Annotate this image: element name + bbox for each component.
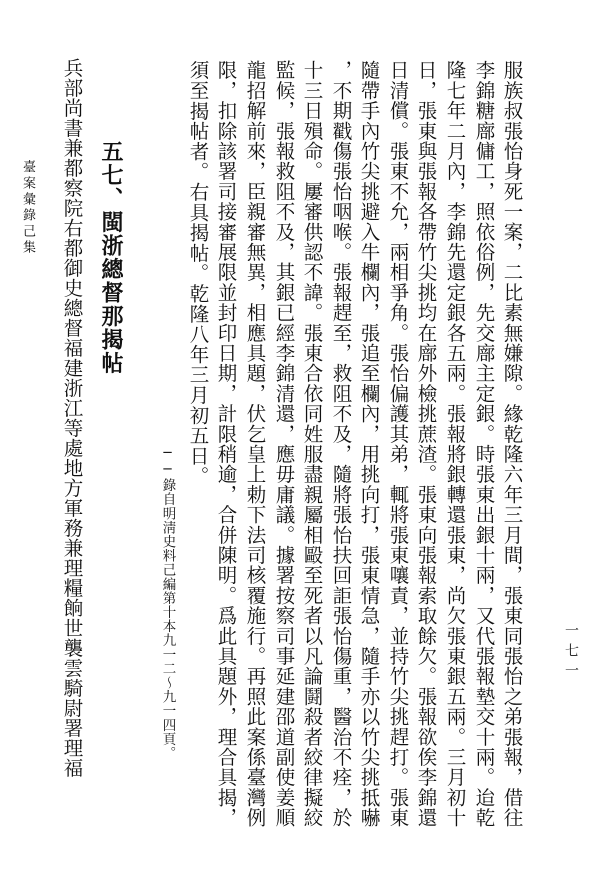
text-column-7: ，不期戳傷張怡咽喉。張報趕至，救阻不及，隨將張怡扶回詎張怡傷重，醫治不痊，於 bbox=[329, 60, 353, 828]
text-column-2: 李錦糖廍傭工，照依俗例，先交廍主定銀。時張東出銀十兩，又代張報墊交十兩。迨乾 bbox=[472, 60, 496, 828]
memorial-opening-line: 兵部尚書兼都察院右都御史總督福建浙江等處地方軍務兼理糧餉世襲雲騎尉署理福 bbox=[60, 58, 84, 778]
text-column-3: 隆七年二月內，李錦先還定銀各五兩。張報將銀轉還張東，尚欠張東銀五兩。三月初十 bbox=[443, 60, 467, 828]
source-citation: ──錄自明淸史料己編第十本九一二～九一四頁。 bbox=[159, 445, 176, 761]
text-column-1: 服族叔張怡身死一案，二比素無嫌隙。緣乾隆六年三月間，張東同張怡之弟張報，借往 bbox=[500, 60, 524, 828]
text-column-11: 限，扣除該署司接審展限並封印日期，計限稍逾，合併陳明。爲此具題外，理合具揭， bbox=[214, 60, 238, 828]
text-column-12: 須至揭帖者。右具揭帖。乾隆八年三月初五日。 bbox=[186, 60, 210, 487]
page-number: 一七一 bbox=[563, 623, 579, 683]
text-column-4: 日，張東與張報各帶竹尖挑均在廍外檢挑蔗渣。張東向張報索取餘欠。張報欲俟李錦還 bbox=[414, 60, 438, 828]
text-column-10: 龍招解前來，臣親審無異，相應具題，伏乞皇上勅下法司核覆施行。再照此案係臺灣例 bbox=[243, 60, 267, 828]
section-heading: 五七、閩浙總督那揭帖 bbox=[98, 140, 124, 375]
text-column-8: 十三日殞命。屢審供認不諱。張東合依同姓服盡親屬相毆至死者以凡論鬪殺者絞律擬絞 bbox=[300, 60, 324, 828]
text-column-6: 隨帶手內竹尖挑避入牛欄內，張追至欄內，用挑向打，張東情急，隨手亦以竹尖挑抵嚇 bbox=[357, 60, 381, 828]
running-title: 臺案彙錄己集 bbox=[20, 160, 35, 256]
text-column-9: 監候，張報救阻不及，其銀已經李錦清還，應毋庸議。據署按察司事延建邵道副使姜順 bbox=[272, 60, 296, 828]
text-column-5: 日清償。張東不允，兩相爭角。張怡偏護其弟，輒將張東嚷責，並持竹尖挑趕打。張東 bbox=[386, 60, 410, 828]
